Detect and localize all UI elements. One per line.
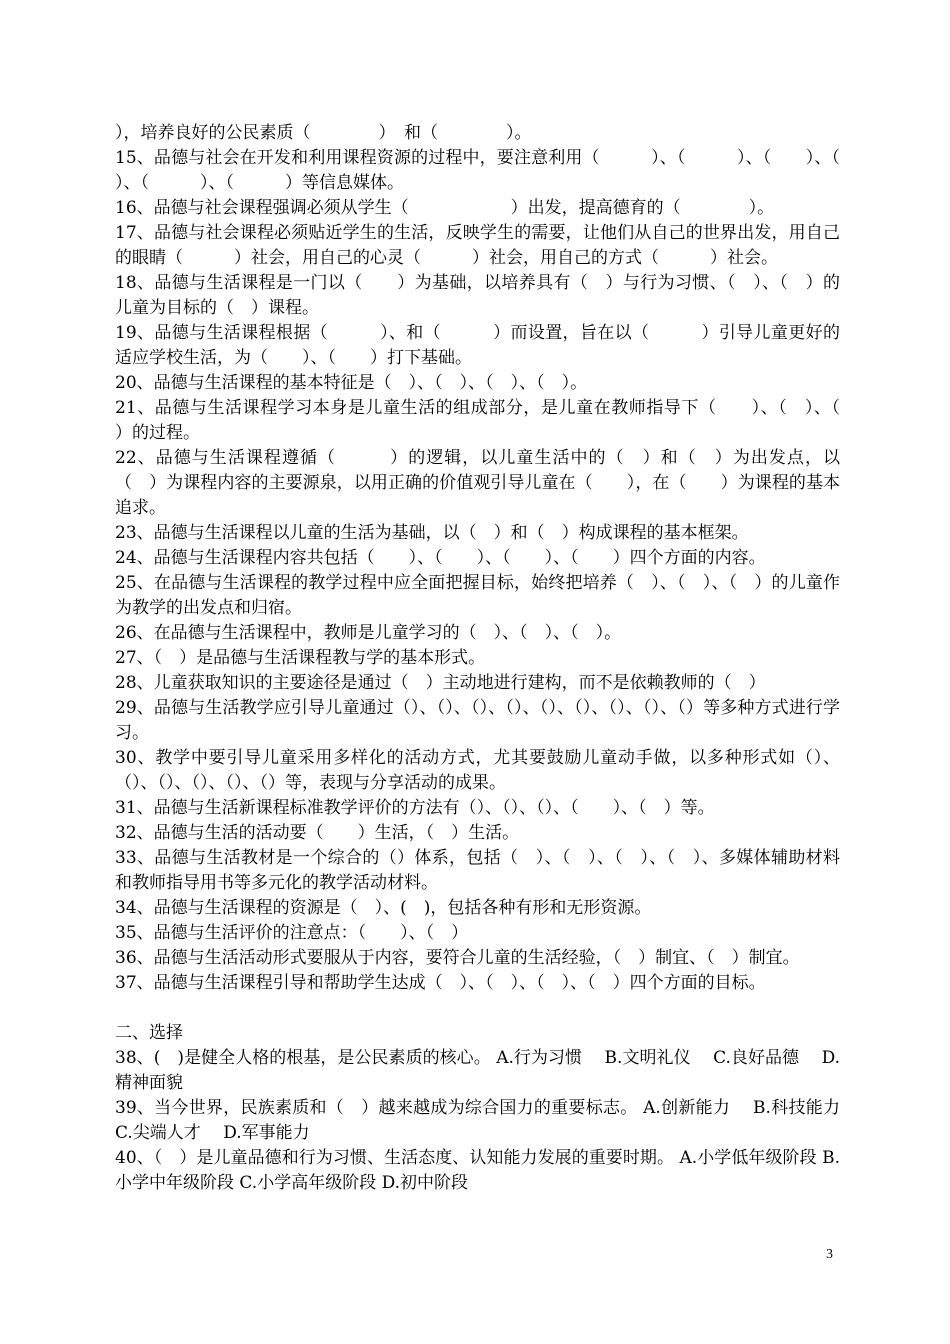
question-29: 29、品德与生活教学应引导儿童通过（）、（）、（）、（）、（）、（）、（）、（）、（）等多种方式进行学习。 (115, 698, 840, 743)
question-18: 18、品德与生活课程是一门以（ ）为基础，以培养具有（ ）与行为习惯、（ ）、（ ）的儿童为目标的（ ）课程。 (115, 273, 840, 318)
question-32: 32、品德与生活的活动要（ ）生活，（ ）生活。 (115, 823, 520, 843)
question-17: 17、品德与社会课程必须贴近学生的生活，反映学生的需要，让他们从自己的世界出发，用自己的眼睛（ ）社会，用自己的心灵（ ）社会，用自己的方式（ ）社会。 (115, 223, 840, 268)
question-line: ），培养良好的公民素质（ ） 和（ ）。 (115, 123, 532, 143)
document-body (115, 121, 891, 1196)
question-15: 15、品德与社会在开发和利用课程资源的过程中，要注意利用（ ）、（ ）、（ ）、（ ）、（ ）、（ ）等信息媒体。 (115, 148, 891, 193)
question-35: 35、品德与生活评价的注意点：（ ）、（ ） (115, 923, 469, 943)
section-title-choice: 二、选择 (115, 1023, 183, 1043)
question-38: 38、( )是健全人格的根基，是公民素质的核心。 A.行为习惯 B.文明礼仪 C.良好品德 D.精神面貌 (115, 1048, 840, 1093)
question-19: 19、品德与生活课程根据（ ）、和（ ）而设置，旨在以（ ）引导儿童更好的适应学校生活，为（ ）、（ ）打下基础。 (115, 323, 840, 368)
question-37: 37、品德与生活课程引导和帮助学生达成（ ）、（ ）、（ ）、（ ）四个方面的目标。 (115, 973, 766, 993)
question-20: 20、品德与生活课程的基本特征是（ ）、（ ）、（ ）、（ ）。 (115, 373, 588, 393)
question-36: 36、品德与生活活动形式要服从于内容，要符合儿童的生活经验，（ ）制宜、（ ）制宜。 (115, 948, 800, 968)
question-30: 30、教学中要引导儿童采用多样化的活动方式，尤其要鼓励儿童动手做，以多种形式如（）、（）、（）、（）、（）、（）等，表现与分享活动的成果。 (115, 748, 840, 793)
question-34: 34、品德与生活课程的资源是（ ）、( )，包括各种有形和无形资源。 (115, 898, 652, 918)
question-27: 27、（ ）是品德与生活课程教与学的基本形式。 (115, 648, 486, 668)
question-16: 16、品德与社会课程强调必须从学生（ ）出发，提高德育的（ ）。 (115, 198, 775, 218)
question-33: 33、品德与生活教材是一个综合的（）体系，包括（ ）、（ ）、（ ）、（ ）、多媒体辅助材料和教师指导用书等多元化的教学活动材料。 (115, 848, 840, 893)
question-25: 25、在品德与生活课程的教学过程中应全面把握目标，始终把培养（ ）、（ ）、（ ）的儿童作为教学的出发点和归宿。 (115, 573, 840, 618)
question-22: 22、品德与生活课程遵循（ ）的逻辑，以儿童生活中的（ ）和（ ）为出发点，以（ ）为课程内容的主要源泉，以用正确的价值观引导儿童在（ ），在（ ）为课程的基本追求。 (115, 448, 840, 518)
question-31: 31、品德与生活新课程标准教学评价的方法有（）、（）、（）、（ ）、（ ）等。 (115, 798, 715, 818)
section-spacer (115, 996, 840, 1021)
question-40: 40、（ ）是儿童品德和行为习惯、生活态度、认知能力发展的重要时期。 A.小学低年级阶段 B.小学中年级阶段 C.小学高年级阶段 D.初中阶段 (115, 1148, 840, 1193)
question-26: 26、在品德与生活课程中，教师是儿童学习的（ ）、（ ）、（ ）。 (115, 623, 622, 643)
question-28: 28、儿童获取知识的主要途径是通过（ ）主动地进行建构，而不是依赖教师的（ ） (115, 673, 766, 693)
fill-blank-section (115, 121, 891, 996)
question-23: 23、品德与生活课程以儿童的生活为基础，以（ ）和（ ）构成课程的基本框架。 (115, 523, 749, 543)
choice-section (115, 1021, 863, 1196)
question-21: 21、品德与生活课程学习本身是儿童生活的组成部分，是儿童在教师指导下（ ）、（ ）、（ ）的过程。 (115, 398, 874, 443)
question-39: 39、当今世界，民族素质和（ ）越来越成为综合国力的重要标志。 A.创新能力 B.科技能力 C.尖端人才 D.军事能力 (115, 1098, 863, 1143)
question-24: 24、品德与生活课程内容共包括（ ）、（ ）、（ ）、（ ）四个方面的内容。 (115, 548, 766, 568)
page-number: 3 (826, 1247, 833, 1262)
